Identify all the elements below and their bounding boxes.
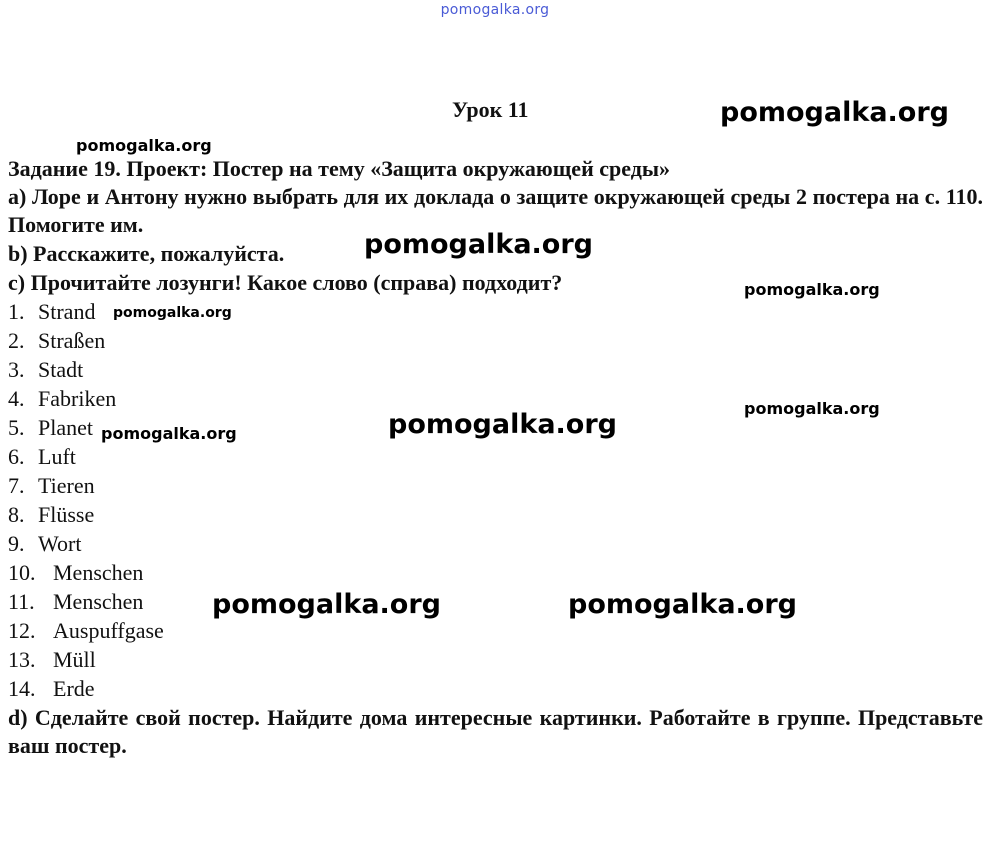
watermark: pomogalka.org	[364, 229, 593, 260]
list-item	[8, 442, 164, 471]
item-word: Flüsse	[38, 502, 95, 527]
item-number: 13.	[8, 647, 36, 672]
item-number: 8.	[8, 502, 25, 527]
item-number: 9.	[8, 531, 25, 556]
item-word: Stadt	[38, 357, 84, 382]
item-word: Menschen	[53, 589, 144, 614]
item-number: 1.	[8, 299, 25, 324]
item-word: Tieren	[38, 473, 95, 498]
list-item	[8, 587, 164, 616]
item-number: 3.	[8, 357, 25, 382]
watermark: pomogalka.org	[212, 589, 441, 620]
list-item	[8, 326, 164, 355]
list-item	[8, 529, 164, 558]
list-item	[8, 558, 164, 587]
item-word: Wort	[38, 531, 82, 556]
list-item	[8, 616, 164, 645]
item-number: 2.	[8, 328, 25, 353]
item-word: Erde	[53, 676, 95, 701]
watermark: pomogalka.org	[568, 589, 797, 620]
task-heading: Задание 19. Проект: Постер на тему «Защита окружающей среды»	[8, 156, 671, 181]
item-word: Fabriken	[38, 386, 117, 411]
task-part-a: a) Лоре и Антону нужно выбрать для их доклада о защите окружающей среды 2 постера на с. 110. Помогите им.	[8, 184, 983, 237]
watermark: pomogalka.org	[101, 424, 237, 443]
item-word: Müll	[53, 647, 96, 672]
watermark: pomogalka.org	[76, 136, 212, 155]
watermark: pomogalka.org	[744, 280, 880, 299]
item-number: 10.	[8, 560, 36, 585]
item-word: Auspuffgase	[53, 618, 164, 643]
list-item	[8, 645, 164, 674]
item-number: 5.	[8, 415, 25, 440]
site-header-watermark: pomogalka.org	[440, 2, 550, 18]
list-item	[8, 384, 164, 413]
task-part-c: c) Прочитайте лозунги! Какое слово (справа) подходит?	[8, 270, 563, 295]
item-word: Strand	[38, 299, 96, 324]
watermark: pomogalka.org	[388, 409, 617, 440]
watermark: pomogalka.org	[720, 97, 949, 128]
answer-list	[8, 297, 164, 703]
item-number: 14.	[8, 676, 36, 701]
item-number: 6.	[8, 444, 25, 469]
item-number: 7.	[8, 473, 25, 498]
lesson-title: Урок 11	[452, 97, 529, 122]
list-item	[8, 674, 164, 703]
list-item	[8, 500, 164, 529]
watermark: pomogalka.org	[113, 305, 232, 321]
task-part-b: b) Расскажите, пожалуйста.	[8, 241, 285, 266]
list-item	[8, 355, 164, 384]
watermark: pomogalka.org	[744, 399, 880, 418]
item-number: 4.	[8, 386, 25, 411]
item-number: 12.	[8, 618, 36, 643]
item-word: Menschen	[53, 560, 144, 585]
item-word: Planet	[38, 415, 93, 440]
list-item	[8, 471, 164, 500]
item-number: 11.	[8, 589, 35, 614]
task-part-d: d) Сделайте свой постер. Найдите дома интересные картинки. Работайте в группе. Представьте ваш постер.	[8, 705, 983, 758]
item-word: Luft	[38, 444, 76, 469]
item-word: Straßen	[38, 328, 106, 353]
